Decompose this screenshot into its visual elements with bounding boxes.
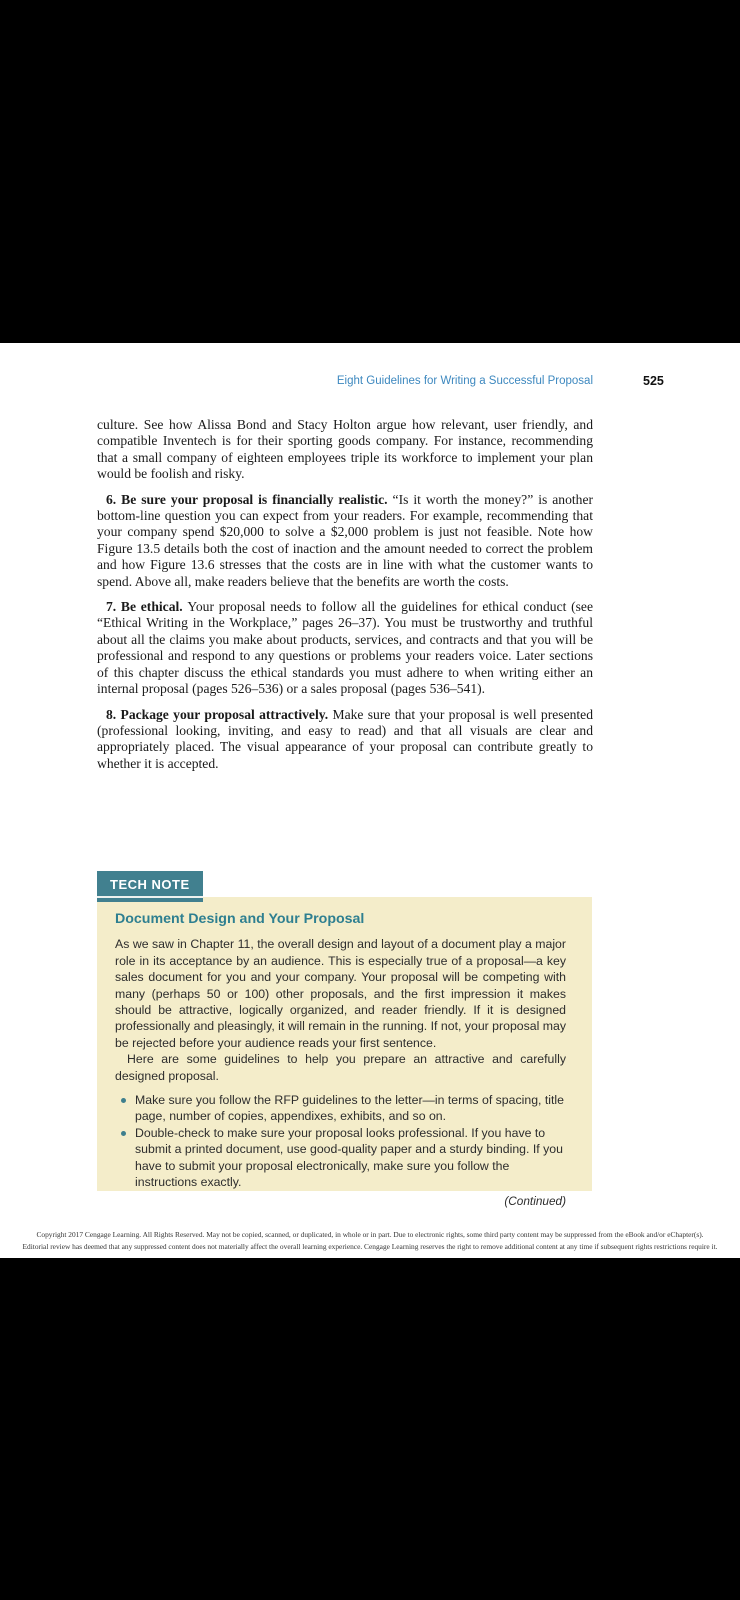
viewer-letterbox-bottom [0, 1258, 740, 1600]
technote-tab-rule [97, 896, 203, 898]
bullet-text: Double-check to make sure your proposal looks professional. If you have to submit a printed document, use good-quality paper and a sturdy binding. If you have to submit your proposal electronically, make sure you follow the instructions exactly. [135, 1125, 563, 1190]
bullet-list [115, 1092, 566, 1190]
paragraph-culture [97, 417, 593, 483]
copyright-line-1: Copyright 2017 Cengage Learning. All Rights Reserved. May not be copied, scanned, or duplicated, in whole or in part. Due to electronic rights, some third party content may be suppressed from the eBook and/or eChapter(s). [36, 1230, 704, 1239]
paragraph-text: “Is it worth the money?” is another bottom-line question you can expect from your readers. For example, recommending that your company spend $20,000 to solve a $2,000 problem is just not feasible. Note how Figure 13.5 details both the cost of inaction and the amount needed to correct the problem and how Figure 13.6 stresses that the costs are in line with what the customer wants to spend. Above all, make readers believe that the benefits are worth the costs. [97, 491, 594, 589]
body-text [97, 417, 593, 781]
book-page [0, 343, 740, 1258]
technote-tab-label: TECH NOTE [110, 877, 190, 892]
bullet-item [121, 1092, 566, 1125]
paragraph-lead: 7. Be ethical. [106, 599, 188, 615]
paragraph-text: culture. See how Alissa Bond and Stacy Holton argue how relevant, user friendly, and compatible Inventech is for their sporting goods company. For instance, recommending that a small company of eighteen employees triple its workforce to implement your plan would be foolish and risky. [97, 417, 593, 482]
copyright-notice [20, 1229, 720, 1253]
paragraph-guideline-8 [97, 707, 593, 773]
paragraph-lead: 6. Be sure your proposal is financially realistic. [106, 491, 393, 507]
paragraph-text: Your proposal needs to follow all the guidelines for ethical conduct (see “Ethical Writing in the Workplace,” pages 26–37). You must be trustworthy and truthful about all the claims you make about products, services, and contracts and that you will be professional and respond to any questions or problems your readers voice. Later sections of this chapter discuss the ethical standards you must adhere to when writing either an internal proposal (pages 526–536) or a sales proposal (pages 536–541). [97, 599, 593, 697]
paragraph-lead: 8. Package your proposal attractively. [106, 706, 333, 722]
paragraph-text: Make sure that your proposal is well presented (professional looking, inviting, and easy to read) and that all visuals are clear and appropriately placed. The visual appearance of your proposal can contribute greatly to whether it is accepted. [97, 706, 594, 771]
running-head: Eight Guidelines for Writing a Successful Proposal [336, 375, 593, 387]
bullet-item [121, 1125, 566, 1191]
page-number: 525 [643, 374, 664, 388]
technote-box [97, 897, 592, 1208]
technote-title: Document Design and Your Proposal [115, 911, 365, 927]
paragraph-guideline-7 [97, 599, 593, 697]
viewer-letterbox-top [0, 0, 740, 343]
technote-paragraph: As we saw in Chapter 11, the overall design and layout of a document play a major role in its acceptance by an audience. This is especially true of a proposal—a key sales document for you and your company. Your proposal will be competing with many (perhaps 50 or 100) other proposals, and the first impression it makes should be attractive, logically organized, and reader friendly. If it is designed professionally and pleasingly, it will remain in the running. If not, your proposal may be rejected before your audience reads your first sentence. [115, 937, 566, 1050]
continued-label: (Continued) [504, 1193, 566, 1208]
paragraph-guideline-6 [97, 492, 593, 590]
bullet-text: Make sure you follow the RFP guidelines to the letter—in terms of spacing, title page, number of copies, appendixes, exhibits, and so on. [135, 1093, 565, 1124]
bullet-icon [121, 1098, 126, 1103]
copyright-line-2: Editorial review has deemed that any suppressed content does not materially affect the overall learning experience. Cengage Learning reserves the right to remove additional content at any time if subsequent rights restrictions require it. [22, 1242, 718, 1251]
technote-paragraph: Here are some guidelines to help you prepare an attractive and carefully designed proposal. [115, 1052, 566, 1083]
technote-tab [97, 871, 203, 902]
bullet-icon [121, 1131, 126, 1136]
